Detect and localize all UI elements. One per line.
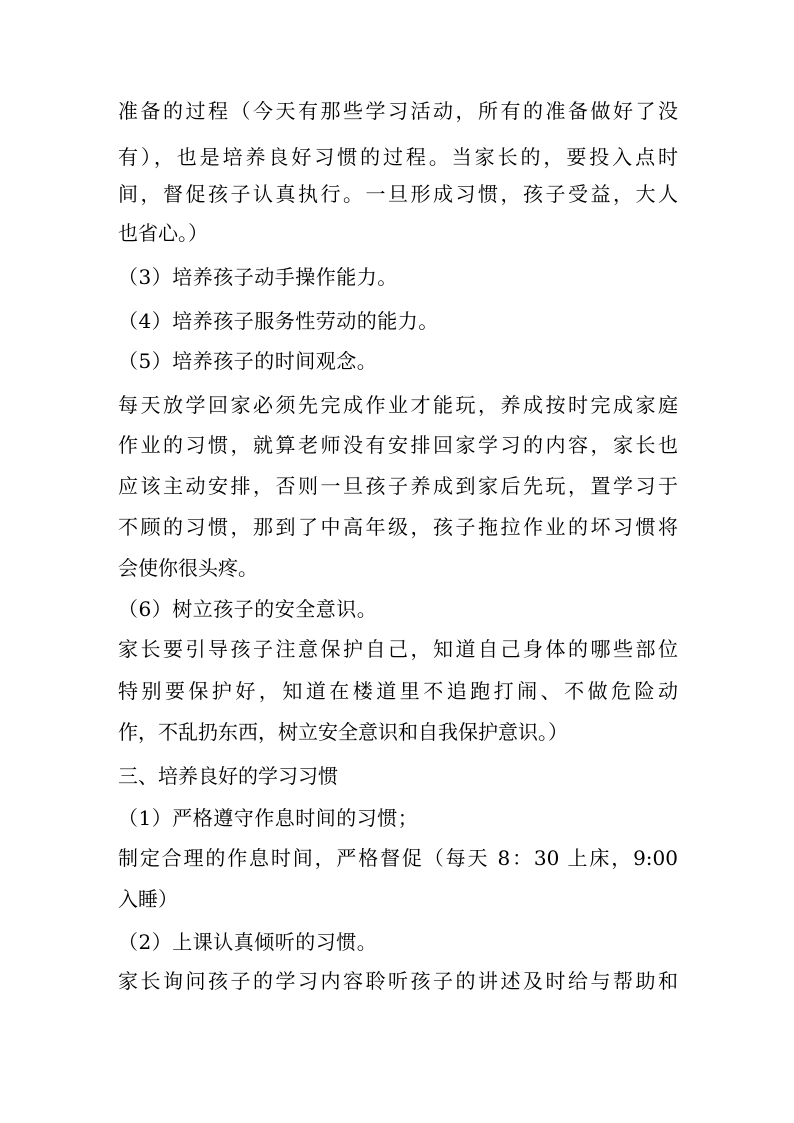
paragraph-line: 作，不乱扔东西，树立安全意识和自我保护意识。） (118, 720, 568, 744)
paragraph-line: 也省心。） (118, 221, 208, 245)
list-item-heading: （5）培养孩子的时间观念。 (118, 349, 378, 373)
paragraph-line: 有），也是培养良好习惯的过程。当家长的，要投入点时 (118, 145, 678, 169)
paragraph-line: 家长要引导孩子注意保护自己，知道自己身体的哪些部位 (118, 637, 678, 661)
paragraph-line: 应该主动安排，否则一旦孩子养成到家后先玩，置学习于 (118, 474, 678, 498)
paragraph-line: 间，督促孩子认真执行。一旦形成习惯，孩子受益，大人 (118, 182, 678, 206)
paragraph-line: 每天放学回家必须先完成作业才能玩，养成按时完成家庭 (118, 393, 678, 417)
section-heading: 三、培养良好的学习习惯 (118, 764, 338, 788)
paragraph-line: 准备的过程（今天有那些学习活动，所有的准备做好了没 (118, 99, 678, 123)
list-item-heading: （4）培养孩子服务性劳动的能力。 (118, 309, 439, 333)
list-item-heading: （2）上课认真倾听的习惯。 (118, 930, 378, 954)
paragraph-line: 家长询问孩子的学习内容聆听孩子的讲述及时给与帮助和 (118, 969, 678, 993)
paragraph-line: 入睡） (118, 887, 178, 911)
paragraph-line: 不顾的习惯，那到了中高年级，孩子拖拉作业的坏习惯将 (118, 515, 678, 539)
list-item-heading: （1）严格遵守作息时间的习惯； (118, 806, 419, 830)
list-item-heading: （3）培养孩子动手操作能力。 (118, 265, 398, 289)
paragraph-line: 制定合理的作息时间，严格督促（每天 8：30 上床，9:00 (118, 846, 678, 870)
paragraph-line: 会使你很头疼。 (118, 556, 258, 580)
list-item-heading: （6）树立孩子的安全意识。 (118, 597, 378, 621)
paragraph-line: 作业的习惯，就算老师没有安排回家学习的内容，家长也 (118, 433, 678, 457)
paragraph-line: 特别要保护好，知道在楼道里不追跑打闹、不做危险动 (118, 679, 678, 703)
